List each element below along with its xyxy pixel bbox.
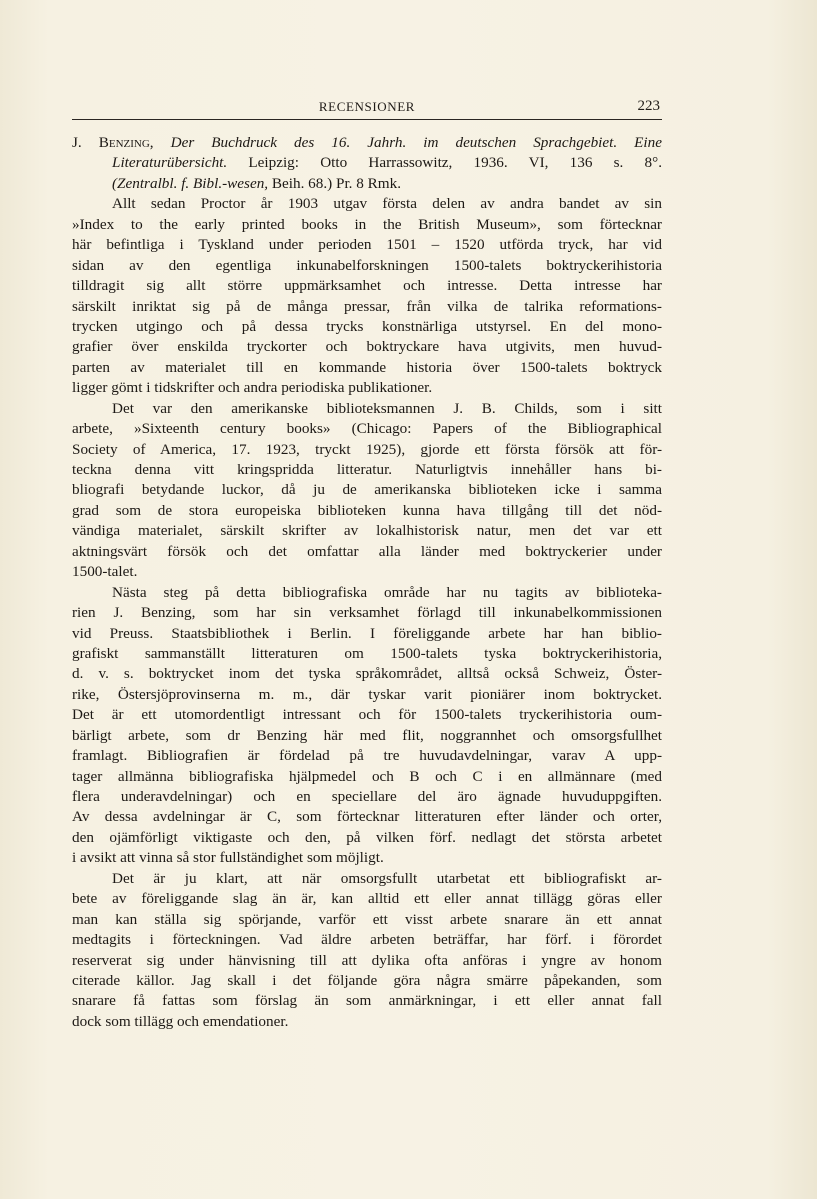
text-line: man kan ställa sig spörjande, varför ett visst arbete snarare än ett annat — [72, 910, 662, 928]
citation-line-1 — [72, 133, 662, 153]
bibliographic-citation — [72, 133, 662, 194]
text-line: flera underavdelningar) och en speciellare del äro ägnade huvuduppgiften. — [72, 788, 662, 805]
text-line: rike, Östersjöprovinserna m. m., där tyskar varit pioniärer inom boktrycket. — [72, 685, 662, 703]
text-line: snarare få fattas som förslag än som anmärkningar, i ett eller annat fall — [72, 992, 662, 1010]
text-line: 1500-talet. — [72, 563, 138, 581]
text-line: rien J. Benzing, som har sin verksamhet förlagd till inkunabelkommissionen — [72, 604, 662, 622]
text-line: citerade källor. Jag skall i det följande göra några smärre påpekanden, som — [72, 971, 662, 989]
text-line: grafiskt sammanställt litteraturen om 1500-talets tyska boktryckerihistoria, — [72, 644, 662, 662]
paragraph-2 — [72, 399, 662, 583]
text-line: »Index to the early printed books in the British Museum», som förtecknar — [72, 215, 662, 233]
text-line: här befintliga i Tyskland under perioden 1501 – 1520 utförda tryck, har vid — [72, 236, 662, 254]
text-line: i avsikt att vinna så stor fullständighet som möjligt. — [72, 849, 384, 867]
text-line: Det är ett utomordentligt intressant och för 1500-talets tryckerihistoria oum- — [72, 706, 662, 724]
citation-title-part-2: Literaturübersicht. — [112, 154, 228, 172]
citation-publication: Leipzig: Otto Harrassowitz, 1936. VI, 136 s. 8°. — [248, 154, 663, 172]
text-line: trycken utgingo och på dessa trycks konstnärliga utstyrsel. En del mono- — [72, 317, 662, 335]
text-line: framlagt. Bibliografien är fördelad på tre huvudavdelningar, varav A upp- — [72, 747, 662, 765]
text-line: grafier över enskilda tryckorter och boktryckare hava utgivits, men huvud- — [72, 338, 662, 356]
paragraph-3 — [72, 583, 662, 869]
text-line: arbete, »Sixteenth century books» (Chicago: Papers of the Bibliographical — [72, 420, 662, 438]
text-line: tilldragit sig allt större uppmärksamhet och intresse. Detta intresse har — [72, 277, 662, 295]
text-line: bärligt arbete, som dr Benzing här med flit, noggrannhet och omsorgsfullhet — [72, 726, 662, 744]
text-line: Society of America, 17. 1923, tryckt 1925), gjorde ett första försök att för- — [72, 440, 662, 458]
paragraph-4 — [72, 869, 662, 1033]
text-line: bete av föreliggande slag än är, kan alltid ett eller annat tillägg göras eller — [72, 890, 662, 908]
citation-series: (Zentralbl. f. Bibl.-wesen, — [112, 174, 269, 192]
citation-line-2 — [72, 153, 662, 173]
text-line: vid Preuss. Staatsbibliothek i Berlin. I föreliggande arbete har han biblio- — [72, 624, 662, 642]
text-line: reserverat sig under hänvisning till att dylika ofta anföras i yngre av honom — [72, 951, 662, 969]
text-line: Det är ju klart, att när omsorgsfullt utarbetat ett bibliografiskt ar- — [112, 869, 662, 887]
text-line: Nästa steg på detta bibliografiska område har nu tagits av biblioteka- — [112, 583, 662, 601]
text-line: tager allmänna bibliografiska hjälpmedel och B och C i en allmännare (med — [72, 767, 662, 785]
text-line: den ojämförligt viktigaste och den, på vilken förf. nedlagt det största arbetet — [72, 828, 662, 846]
text-line: aktningsvärt försök och det omfattar alla länder med boktryckerier under — [72, 542, 662, 560]
citation-line-3 — [72, 174, 662, 194]
text-line: medtagits i förteckningen. Vad äldre arbeten beträffar, har förf. i förordet — [72, 931, 662, 949]
running-title: RECENSIONER — [318, 99, 416, 114]
text-line: särskilt inriktat sig på de många pressar, från vilka de talrika reformations- — [72, 297, 662, 315]
text-line: parten av materialet till en kommande historia över 1500-talets boktryck — [72, 358, 662, 376]
citation-author: J. Benzing, — [72, 134, 154, 151]
text-line: vändiga materialet, särskilt skrifter av lokalhistorisk natur, men det var ett — [72, 522, 662, 540]
review-text — [72, 133, 662, 1032]
text-line: ligger gömt i tidskrifter och andra periodiska publikationer. — [72, 379, 433, 397]
paragraph-1 — [72, 194, 662, 398]
text-line: bliografi betydande luckor, då ju de amerikanska biblioteken icke i samma — [72, 481, 662, 499]
citation-price: Beih. 68.) Pr. 8 Rmk. — [271, 174, 401, 192]
citation-title-part-1: Der Buchdruck des 16. Jahrh. im deutschen Sprachgebiet. Eine — [170, 134, 662, 151]
text-line: Av dessa avdelningar är C, som förtecknar litteraturen efter länder och orter, — [72, 808, 662, 826]
text-line: sidan av den egentliga inkunabelforskningen 1500-talets boktryckerihistoria — [72, 256, 662, 274]
text-line: dock som tillägg och emendationer. — [72, 1012, 289, 1030]
text-line: teckna denna vitt kringspridda litteratur. Naturligtvis innehåller hans bi- — [72, 461, 662, 478]
text-line: d. v. s. boktrycket inom det tyska språkområdet, alltså också Schweiz, Öster- — [72, 665, 662, 683]
page-number: 223 — [637, 98, 660, 114]
page-header — [72, 99, 662, 120]
text-line: Allt sedan Proctor år 1903 utgav första delen av andra bandet av sin — [112, 195, 662, 213]
text-line: Det var den amerikanske biblioteksmannen J. B. Childs, som i sitt — [112, 399, 662, 417]
text-line: grad som de stora europeiska biblioteken kunna hava tillgång till det nöd- — [72, 501, 662, 519]
